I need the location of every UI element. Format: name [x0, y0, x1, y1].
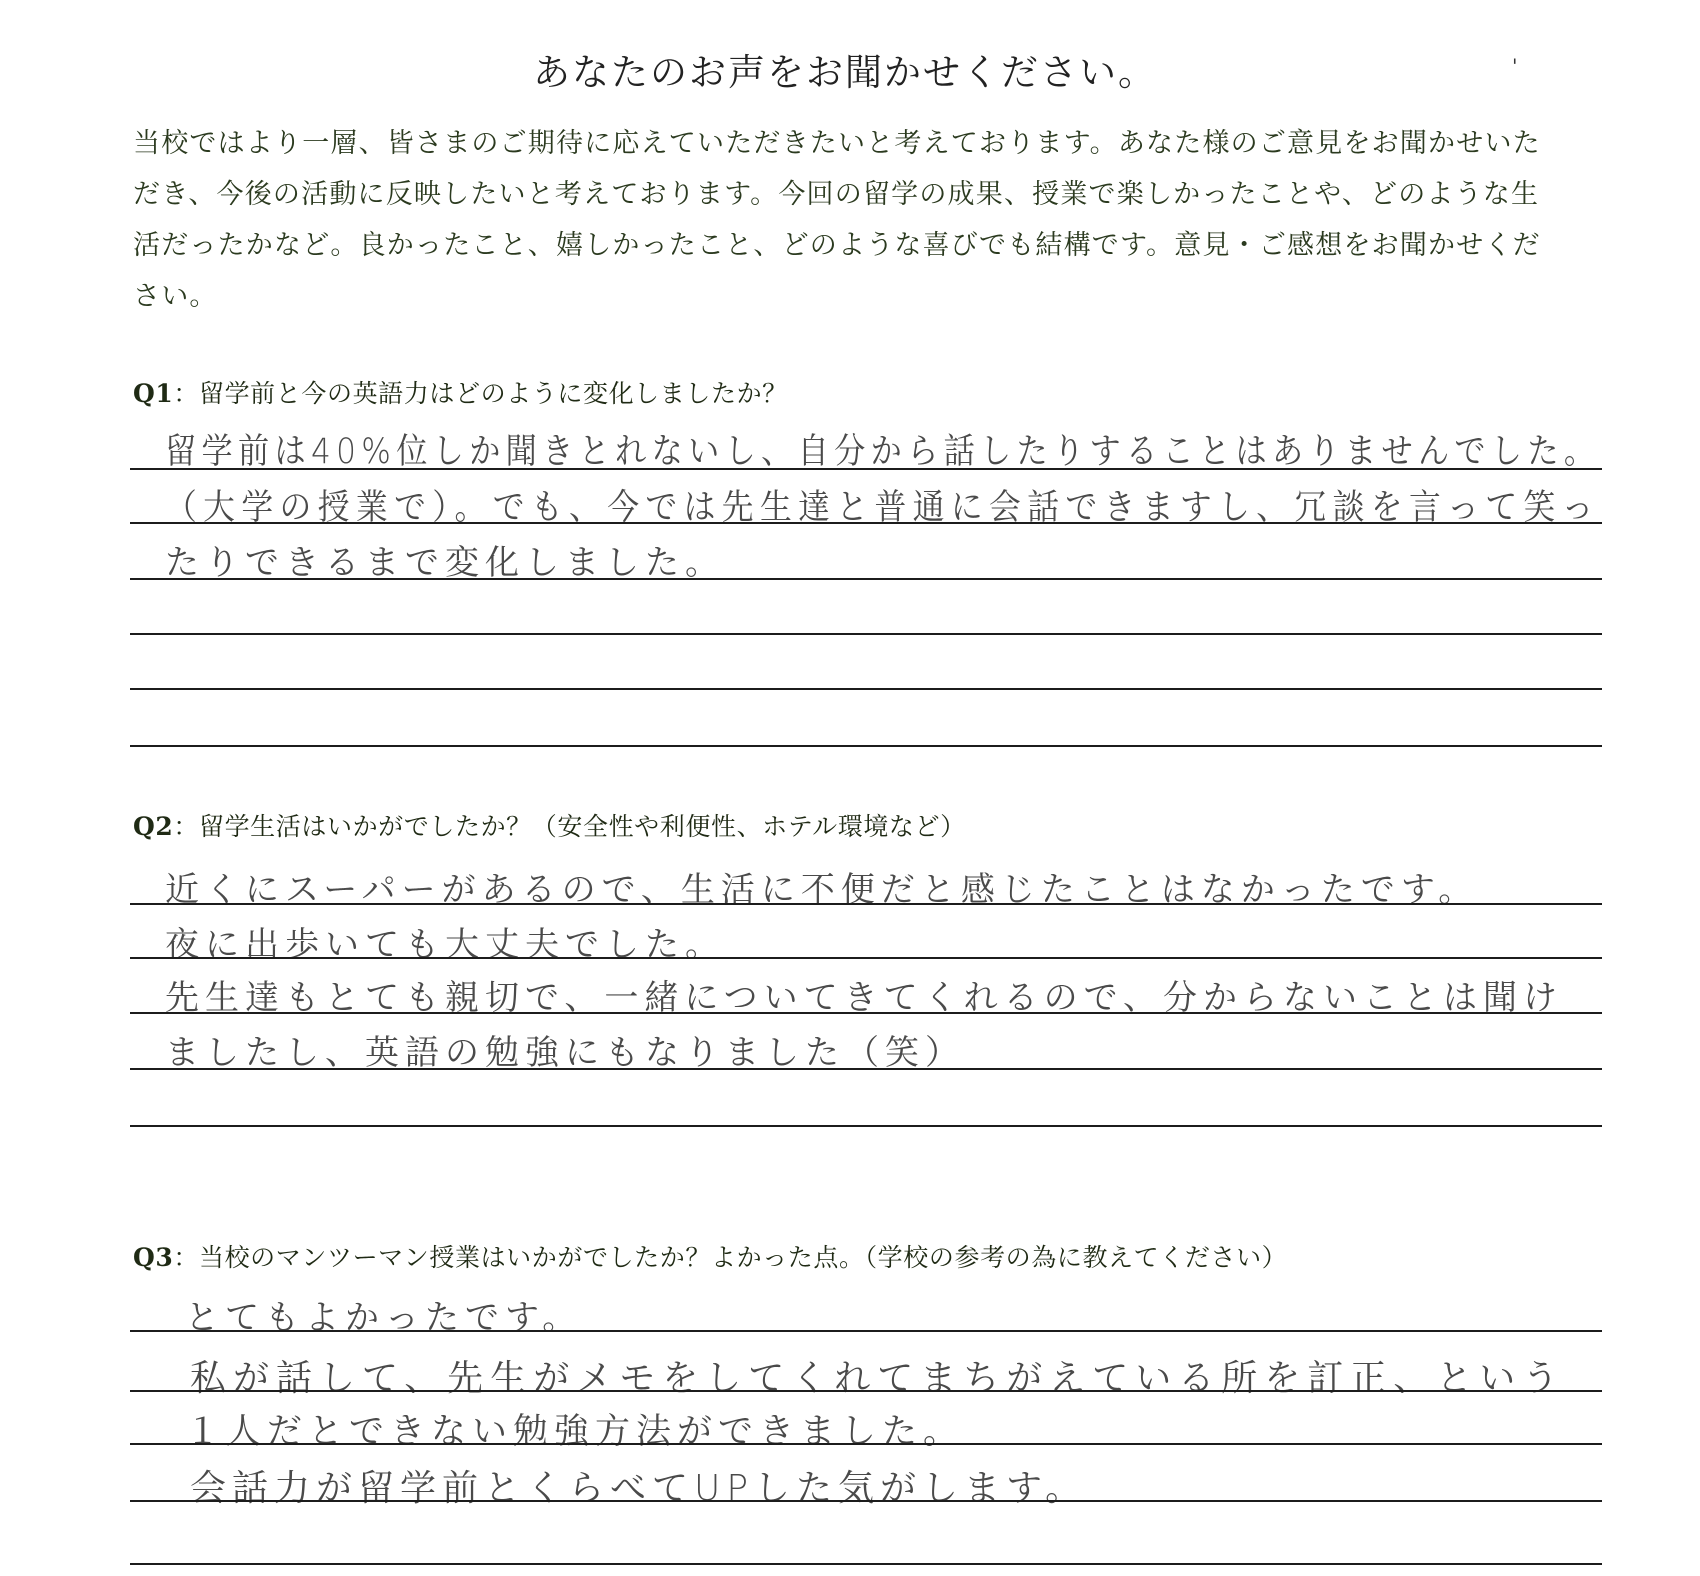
answer-line: たりできるまで変化しました。	[165, 543, 725, 583]
answer-line: 近くにスーパーがあるので、生活に不便だと感じたことはなかったです。	[165, 870, 1479, 910]
question-text: ：留学前と今の英語力はどのように変化しましたか？	[173, 379, 788, 408]
answer-line: 留学前は40%位しか聞きとれないし、自分から話したりすることはありませんでした。	[165, 432, 1601, 472]
answer-line: 先生達もとても親切で、一緒についてきてくれるので、分からないことは聞け	[165, 978, 1563, 1018]
intro-line: 活だったかなど。良かったこと、嬉しかったこと、どのような喜びでも結構です。意見・ご感想をお聞かせくだ	[133, 230, 1541, 261]
answer-rule	[130, 1390, 1602, 1392]
answer-rule	[130, 688, 1602, 690]
answer-rule	[130, 578, 1602, 580]
question-number: Q1	[133, 379, 174, 408]
intro-line: だき、今後の活動に反映したいと考えております。今回の留学の成果、授業で楽しかったことや、どのような生	[133, 179, 1540, 210]
intro-line: 当校ではより一層、皆さまのご期待に応えていただきたいと考えております。あなた様のご意見をお聞かせいた	[133, 128, 1541, 159]
question-text: ：留学生活はいかがでしたか？（安全性や利便性、ホテル環境など）	[173, 812, 966, 841]
answer-rule	[130, 1330, 1602, 1332]
answer-line: 夜に出歩いても大丈夫でした。	[165, 925, 725, 965]
page-title: あなたのお声をお聞かせください。	[533, 51, 1157, 94]
stray-mark: '	[1512, 54, 1518, 78]
question-3	[133, 1238, 1287, 1274]
answer-rule	[130, 468, 1602, 470]
intro-paragraph	[133, 118, 1603, 322]
answer-line: とてもよかったです。	[185, 1298, 583, 1338]
answer-line: （大学の授業で）。でも、今では先生達と普通に会話できますし、冗談を言って笑っ	[165, 488, 1600, 528]
answer-rule	[130, 1563, 1602, 1565]
answer-rule	[130, 903, 1602, 905]
question-1	[133, 374, 788, 410]
question-number: Q3	[133, 1243, 174, 1272]
answer-line: 私が話して、先生がメモをしてくれてまちがえている所を訂正、という	[190, 1358, 1566, 1399]
answer-rule	[130, 633, 1602, 635]
answer-line: １人だとできない勉強方法ができました。	[185, 1412, 965, 1452]
answer-rule	[130, 1443, 1602, 1445]
answer-rule	[130, 522, 1602, 524]
question-number: Q2	[133, 812, 174, 841]
question-text: ：当校のマンツーマン授業はいかがでしたか？よかった点。（学校の参考の為に教えてください）	[173, 1243, 1288, 1272]
intro-line: さい。	[133, 281, 218, 312]
answer-rule	[130, 1012, 1602, 1014]
question-2	[133, 807, 966, 843]
answer-rule	[130, 745, 1602, 747]
answer-rule	[130, 1500, 1602, 1502]
answer-line: ましたし、英語の勉強にもなりました（笑）	[165, 1033, 965, 1073]
answer-line: 会話力が留学前とくらべてUPした気がします。	[190, 1468, 1088, 1509]
answer-rule	[130, 957, 1602, 959]
answer-rule	[130, 1068, 1602, 1070]
answer-rule	[130, 1125, 1602, 1127]
